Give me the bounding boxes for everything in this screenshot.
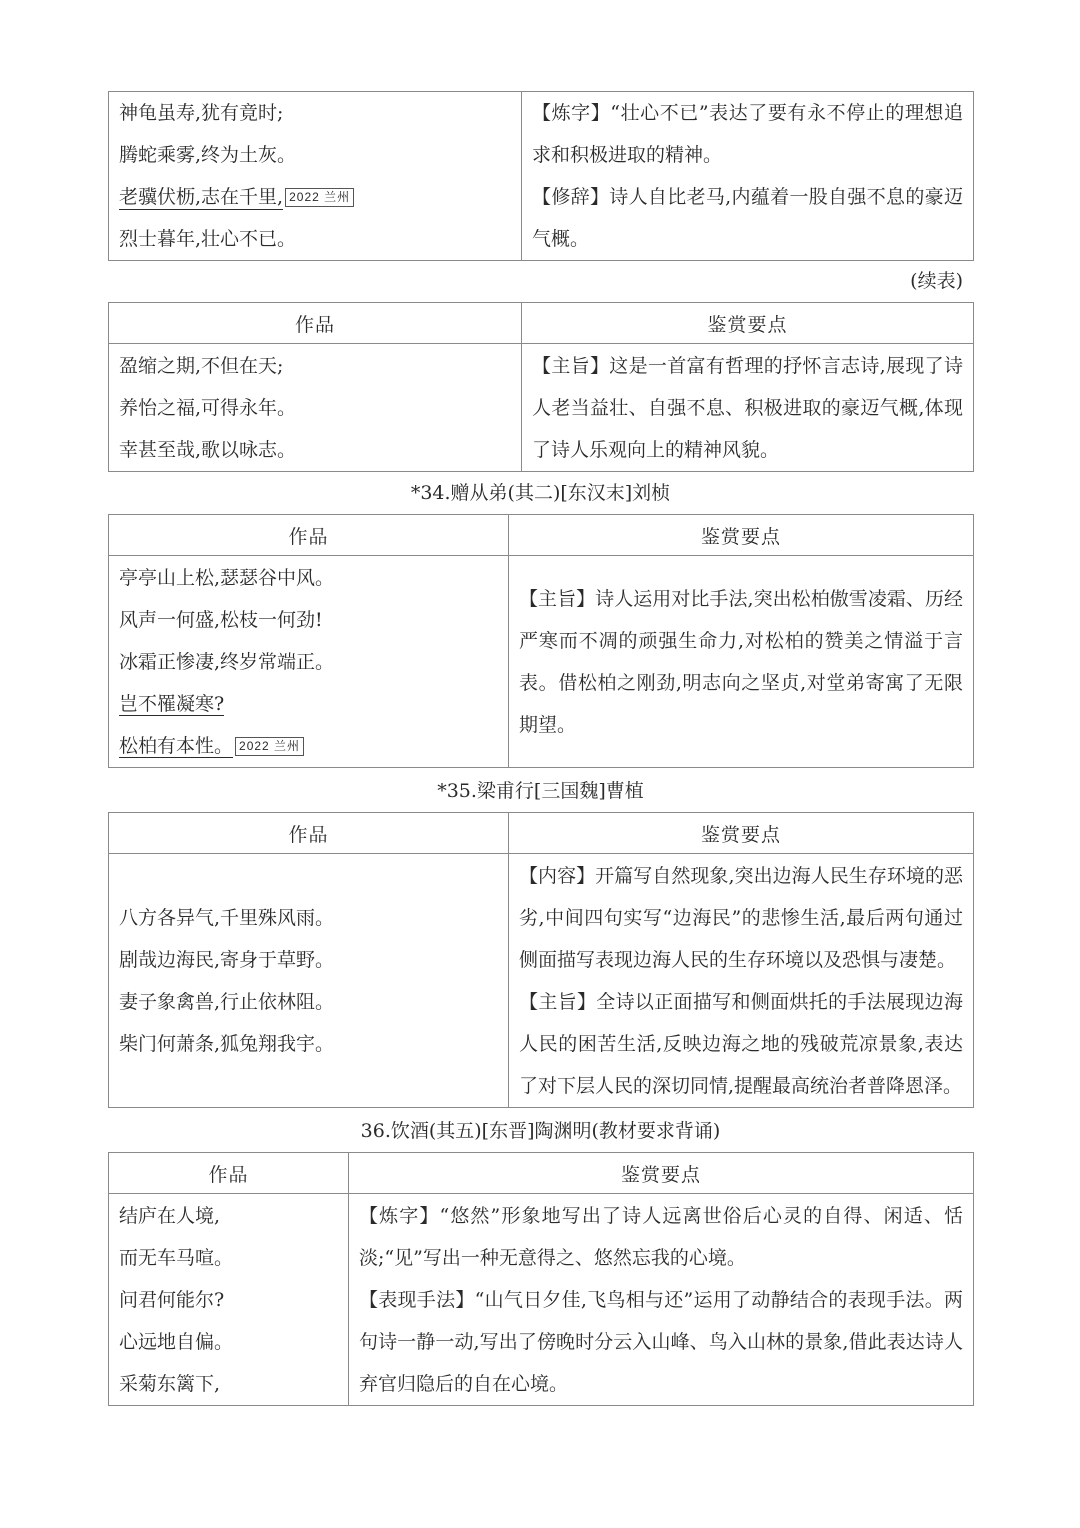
poem-line: 结庐在人境, [119, 1204, 221, 1227]
poem-line: 剧哉边海民,寄身于草野。 [119, 948, 335, 971]
appreciation-notes [509, 556, 974, 768]
column-header-work: 作品 [109, 303, 522, 344]
note-tag: 【主旨】 [519, 990, 597, 1013]
note-text: 诗人自比老马,内蕴着一股自强不息的豪迈气概。 [532, 186, 963, 250]
underlined-line: 老骥伏枥,志在千里, [119, 186, 284, 208]
exam-badge: 2022 兰州 [235, 737, 304, 756]
poem-line: 烈士暮年,壮心不已。 [119, 228, 297, 250]
note-tag: 【主旨】 [519, 587, 596, 610]
note-text: “山气日夕佳,飞鸟相与还”运用了动静结合的表现手法。两句诗一静一动,写出了傍晚时分云入山峰、鸟入山林的景象,借此表达诗人弃官归隐后的自在心境。 [359, 1288, 963, 1395]
poem-title: 36.饮酒(其五)[东晋]陶渊明(教材要求背诵) [360, 1120, 721, 1142]
note [359, 1279, 963, 1405]
exam-badge: 2022 兰州 [285, 188, 354, 207]
appreciation-notes [522, 344, 974, 472]
note-text: 全诗以正面描写和侧面烘托的手法展现边海人民的困苦生活,反映边海之地的残破荒凉景象,表达了对下层人民的深切同情,提醒最高统治者普降恩泽。 [519, 990, 963, 1097]
note-text: 诗人运用对比手法,突出松柏傲雪凌霜、历经严寒而不凋的顽强生命力,对松柏的赞美之情溢于言表。借松柏之刚劲,明志向之坚贞,对堂弟寄寓了无限期望。 [519, 587, 963, 736]
note-text: 这是一首富有哲理的抒怀言志诗,展现了诗人老当益壮、自强不息、积极进取的豪迈气概,体现了诗人乐观向上的精神风貌。 [532, 354, 963, 461]
note [532, 176, 963, 260]
note-text: 开篇写自然现象,突出边海人民生存环境的恶劣,中间四句实写“边海民”的悲惨生活,最后两句通过侧面描写表现边海人民的生存环境以及恐惧与凄楚。 [519, 864, 963, 971]
poem-line [119, 683, 498, 725]
note-tag: 【内容】 [519, 864, 596, 887]
poem-line: 神龟虽寿,犹有竟时; [119, 102, 284, 124]
poem-line: 冰霜正惨凄,终岁常端正。 [119, 650, 335, 673]
poem-line: 妻子象禽兽,行止依林阻。 [119, 990, 335, 1013]
poem-line [119, 176, 511, 218]
poem-table-2 [108, 302, 974, 472]
column-header-work: 作品 [109, 1153, 349, 1194]
poem-lines [109, 556, 509, 768]
poem-lines [109, 854, 509, 1108]
poem-table-5 [108, 1152, 974, 1406]
poem-line: 问君何能尔? [119, 1288, 225, 1311]
poem-line: 八方各异气,千里殊风雨。 [119, 906, 335, 929]
column-header-points: 鉴赏要点 [509, 515, 974, 556]
poem-line: 心远地自偏。 [119, 1330, 234, 1353]
poem-line: 养怡之福,可得永年。 [119, 396, 297, 419]
column-header-work: 作品 [109, 515, 509, 556]
poem-line: 而无车马喧。 [119, 1246, 234, 1269]
poem-table-3 [108, 514, 974, 768]
column-header-work: 作品 [109, 813, 509, 854]
poem-title: *35.梁甫行[三国魏]曹植 [437, 780, 644, 802]
poem-lines [109, 1194, 349, 1406]
note [359, 1195, 963, 1279]
note [532, 92, 963, 176]
appreciation-notes [349, 1194, 974, 1406]
note-tag: 【主旨】 [532, 354, 610, 377]
poem-line: 采菊东篱下, [119, 1372, 221, 1395]
poem-line: 盈缩之期,不但在天; [119, 354, 284, 377]
note-tag: 【炼字】 [532, 102, 611, 124]
continued-label: (续表) [910, 270, 963, 292]
poem-line: 风声一何盛,松枝一何劲! [119, 608, 323, 631]
poem-line: 亭亭山上松,瑟瑟谷中风。 [119, 566, 335, 589]
poem-line [119, 725, 498, 767]
note [519, 855, 963, 981]
column-header-points: 鉴赏要点 [509, 813, 974, 854]
poem-table-1 [108, 91, 974, 261]
poem-line: 柴门何萧条,狐兔翔我宇。 [119, 1032, 335, 1055]
poem-line: 幸甚至哉,歌以咏志。 [119, 438, 297, 461]
column-header-points: 鉴赏要点 [522, 303, 974, 344]
note-text: “悠然”形象地写出了诗人远离世俗后心灵的自得、闲适、恬淡;“见”写出一种无意得之、悠然忘我的心境。 [359, 1204, 963, 1269]
note-tag: 【修辞】 [532, 186, 610, 208]
note-tag: 【炼字】 [359, 1204, 440, 1227]
appreciation-notes [509, 854, 974, 1108]
underlined-line: 松柏有本性。 [119, 734, 234, 757]
note-text: “壮心不已”表达了要有永不停止的理想追求和积极进取的精神。 [532, 102, 963, 166]
poem-lines [109, 344, 522, 472]
column-header-points: 鉴赏要点 [349, 1153, 974, 1194]
underlined-line: 岂不罹凝寒? [119, 692, 225, 715]
note-tag: 【表现手法】 [359, 1288, 475, 1311]
note [532, 345, 963, 471]
appreciation-notes [522, 92, 974, 261]
note [519, 578, 963, 746]
poem-line: 腾蛇乘雾,终为土灰。 [119, 144, 297, 166]
poem-table-4 [108, 812, 974, 1108]
poem-title: *34.赠从弟(其二)[东汉末]刘桢 [410, 482, 671, 504]
poem-lines [109, 92, 522, 261]
note [519, 981, 963, 1107]
